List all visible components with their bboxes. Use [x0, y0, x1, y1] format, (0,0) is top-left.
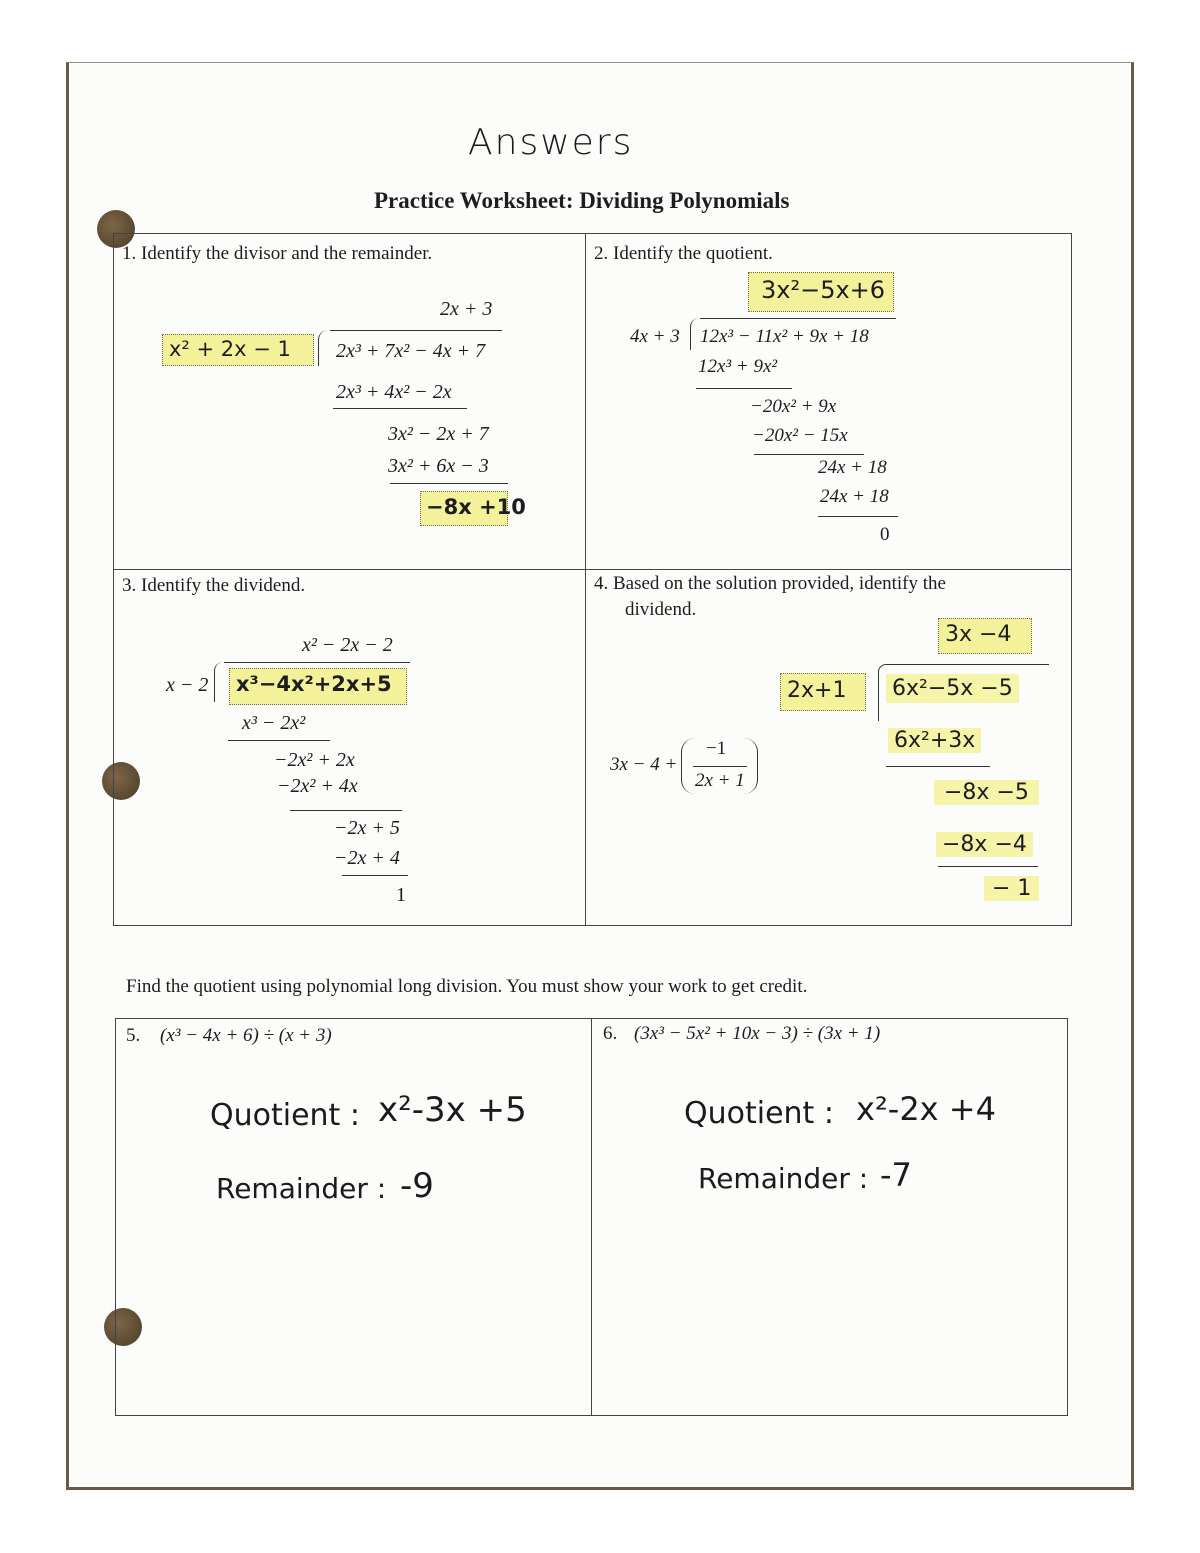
- problem-4-step-2: −8x −5: [934, 780, 1039, 805]
- problem-5-number: 5.: [126, 1025, 141, 1046]
- problem-3-step-4: −2x + 5: [334, 817, 400, 839]
- problem-4-step-3: −8x −4: [936, 832, 1033, 857]
- problem-3-remainder: 1: [396, 884, 406, 906]
- problem-2-remainder: 0: [880, 524, 890, 545]
- answers-heading: Answers: [468, 122, 634, 163]
- problem-1-remainder-answer: −8x +10: [420, 491, 508, 526]
- problem-3-dividend-answer: x³−4x²+2x+5: [229, 668, 407, 705]
- problem-2-step-4: 24x + 18: [818, 457, 887, 478]
- problem-4-divisor-answer: 2x+1: [780, 673, 866, 711]
- problem-1-quotient: 2x + 3: [440, 298, 493, 320]
- problem-2-step-3: −20x² − 15x: [752, 425, 848, 446]
- problem-4-step-3-line: [938, 866, 1038, 867]
- problem-4-dividend-answer: 6x²−5x −5: [886, 674, 1019, 703]
- problem-2-step-1-line: [696, 388, 792, 389]
- problem-3-step-5-line: [342, 875, 408, 876]
- problem-2-divisor: 4x + 3: [630, 326, 680, 347]
- problem-2-step-5: 24x + 18: [820, 486, 889, 507]
- problem-3-step-2: −2x² + 2x: [274, 749, 355, 771]
- problem-1-step-1-line: [333, 408, 467, 409]
- problem-2-division-bar: [700, 318, 896, 319]
- problem-1-step-2: 3x² − 2x + 7: [388, 423, 489, 445]
- problem-2-step-3-line: [754, 454, 864, 455]
- problem-4-fraction-denominator: 2x + 1: [695, 770, 745, 791]
- problem-2-step-2: −20x² + 9x: [750, 396, 837, 417]
- problem-3-step-5: −2x + 4: [334, 847, 400, 869]
- problem-6-remainder: -7: [880, 1156, 912, 1194]
- problem-1-division-bracket: [318, 330, 331, 366]
- problem-6-quotient-label: Quotient :: [684, 1096, 834, 1131]
- problem-4-solution-lead: 3x − 4 +: [610, 754, 678, 775]
- problem-3-division-bracket: [214, 662, 225, 702]
- long-division-instructions: Find the quotient using polynomial long division. You must show your work to get credit.: [126, 976, 808, 997]
- problem-6-number: 6.: [603, 1023, 618, 1044]
- problem-4-right-paren: [743, 738, 758, 794]
- problem-1-prompt: 1. Identify the divisor and the remainder.: [122, 243, 433, 264]
- problem-1-step-3: 3x² + 6x − 3: [388, 455, 489, 477]
- problem-4-step-1-line: [886, 766, 990, 767]
- problem-4-fraction-bar: [693, 766, 747, 767]
- problem-5-quotient: x²-3x +5: [378, 1090, 527, 1130]
- problem-2-prompt: 2. Identify the quotient.: [594, 243, 773, 264]
- problem-3-prompt: 3. Identify the dividend.: [122, 575, 306, 596]
- problem-3-step-3: −2x² + 4x: [277, 775, 358, 797]
- problem-4-quotient-answer: 3x −4: [938, 618, 1032, 654]
- problem-3-step-3-line: [290, 810, 402, 811]
- problem-5-quotient-label: Quotient :: [210, 1098, 360, 1133]
- problem-4-fraction-numerator: −1: [706, 738, 727, 759]
- problem-2-step-1: 12x³ + 9x²: [698, 356, 778, 377]
- problem-6-quotient: x²-2x +4: [856, 1090, 996, 1128]
- problem-4-prompt-line-2: dividend.: [625, 599, 697, 620]
- problem-1-divisor-answer: x² + 2x − 1: [162, 334, 314, 366]
- problem-6-prompt: (3x³ − 5x² + 10x − 3) ÷ (3x + 1): [634, 1023, 881, 1044]
- problem-3-quotient: x² − 2x − 2: [302, 634, 393, 656]
- problem-1-step-3-line: [390, 483, 508, 484]
- problem-5-remainder-label: Remainder :: [216, 1172, 387, 1205]
- grid-divider-vertical-top: [585, 233, 586, 926]
- problem-2-dividend: 12x³ − 11x² + 9x + 18: [700, 326, 869, 347]
- grid-divider-horizontal-top: [113, 569, 1072, 570]
- problem-4-step-1: 6x²+3x: [888, 728, 981, 753]
- problem-3-division-bar: [224, 662, 410, 663]
- problem-6-remainder-label: Remainder :: [698, 1162, 869, 1195]
- problem-2-step-5-line: [818, 516, 898, 517]
- problem-1-dividend: 2x³ + 7x² − 4x + 7: [336, 340, 486, 362]
- problem-3-divisor: x − 2: [166, 674, 209, 696]
- problem-3-step-1-line: [228, 740, 330, 741]
- problem-5-prompt: (x³ − 4x + 6) ÷ (x + 3): [160, 1025, 332, 1046]
- problem-3-step-1: x³ − 2x²: [242, 712, 306, 734]
- grid-divider-vertical-bottom: [591, 1018, 592, 1416]
- problem-5-remainder: -9: [400, 1166, 434, 1206]
- problem-4-remainder: − 1: [984, 876, 1039, 901]
- problem-2-quotient-answer: 3x²−5x+6: [748, 272, 894, 312]
- problem-1-step-1: 2x³ + 4x² − 2x: [336, 381, 452, 403]
- problem-4-prompt-line-1: 4. Based on the solution provided, identify the: [594, 573, 946, 594]
- problem-1-division-bar: [330, 330, 502, 331]
- worksheet-title: Practice Worksheet: Dividing Polynomials: [374, 188, 790, 213]
